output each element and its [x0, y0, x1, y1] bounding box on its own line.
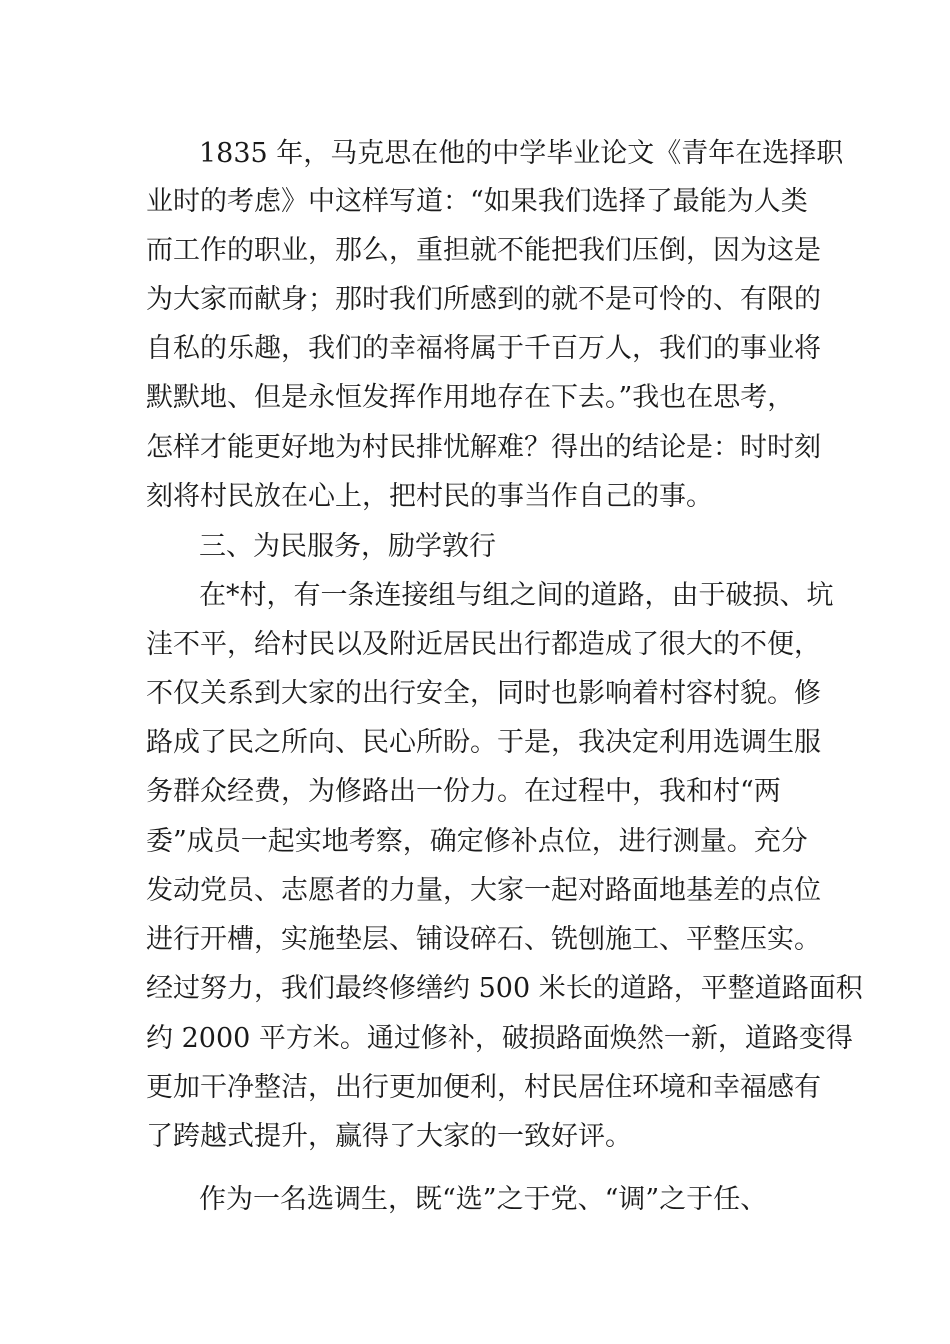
- text-line: 不仅关系到大家的出行安全，同时也影响着村容村貌。修: [146, 678, 821, 709]
- text-line: 更加干净整洁，出行更加便利，村民居住环境和幸福感有: [146, 1072, 821, 1103]
- text-line: 而工作的职业，那么，重担就不能把我们压倒，因为这是: [146, 235, 821, 266]
- text-line: 经过努力，我们最终修缮约 500 米长的道路，平整道路面积: [146, 973, 863, 1004]
- text-line: 进行开槽，实施垫层、铺设碎石、铣刨施工、平整压实。: [146, 924, 821, 955]
- text-line: 1835 年，马克思在他的中学毕业论文《青年在选择职: [199, 138, 844, 169]
- text-line: 怎样才能更好地为村民排忧解难？得出的结论是：时时刻: [146, 432, 821, 463]
- text-line: 务群众经费，为修路出一份力。在过程中，我和村“两: [146, 776, 781, 807]
- text-line: 约 2000 平方米。通过修补，破损路面焕然一新，道路变得: [146, 1023, 853, 1054]
- text-line: 委”成员一起实地考察，确定修补点位，进行测量。充分: [146, 826, 808, 857]
- text-line: 发动党员、志愿者的力量，大家一起对路面地基差的点位: [146, 875, 821, 906]
- section-heading: 三、为民服务，励学敦行: [199, 531, 496, 562]
- text-line: 刻将村民放在心上，把村民的事当作自己的事。: [146, 481, 713, 512]
- text-line: 洼不平，给村民以及附近居民出行都造成了很大的不便，: [146, 629, 821, 660]
- text-line: 在*村，有一条连接组与组之间的道路，由于破损、坑: [199, 580, 834, 611]
- text-line: 作为一名选调生，既“选”之于党、“调”之于任、: [199, 1184, 768, 1215]
- text-line: 为大家而献身；那时我们所感到的就不是可怜的、有限的: [146, 284, 821, 315]
- text-line: 业时的考虑》中这样写道：“如果我们选择了最能为人类: [146, 186, 808, 217]
- text-line: 自私的乐趣，我们的幸福将属于千百万人，我们的事业将: [146, 333, 821, 364]
- text-line: 了跨越式提升，赢得了大家的一致好评。: [146, 1121, 632, 1152]
- text-line: 路成了民之所向、民心所盼。于是，我决定利用选调生服: [146, 727, 821, 758]
- text-line: 默默地、但是永恒发挥作用地存在下去。”我也在思考，: [146, 382, 795, 413]
